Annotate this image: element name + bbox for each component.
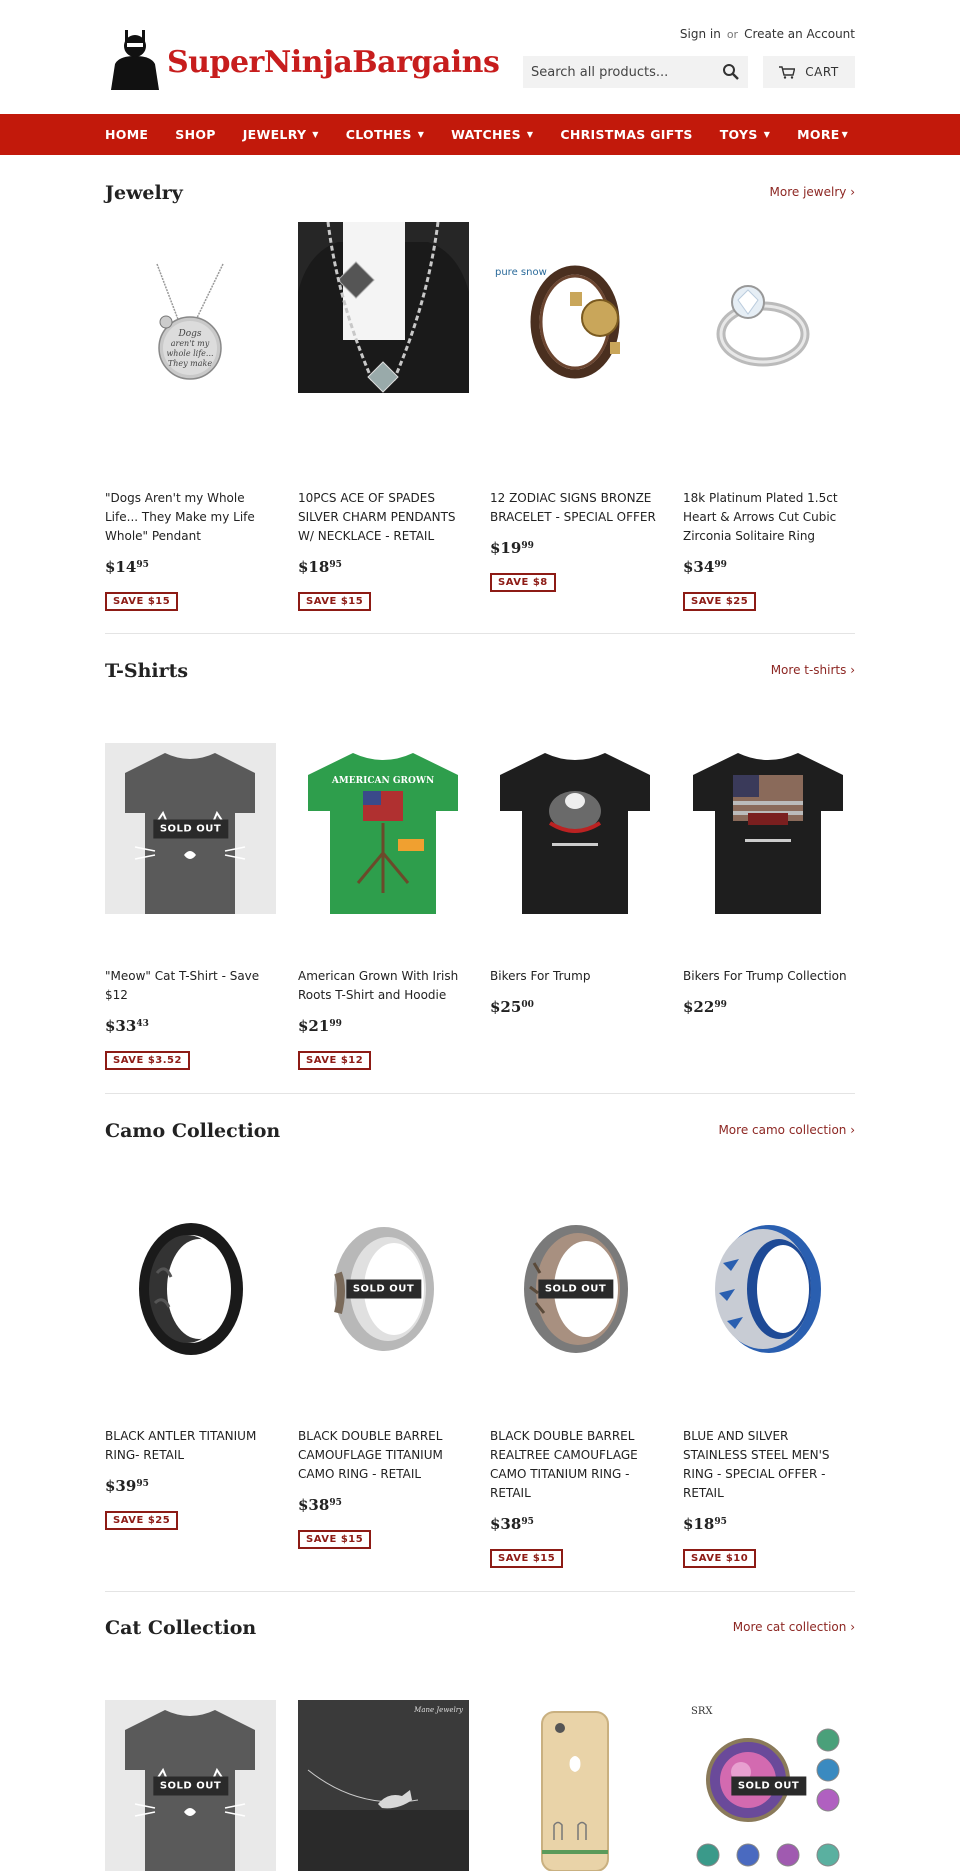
product-card[interactable] <box>105 222 276 612</box>
save-badge: SAVE $25 <box>105 1511 178 1530</box>
product-price: $\$21^{99}$ <box>298 1017 342 1035</box>
pendant-image <box>105 222 276 393</box>
section-title: Camo Collection <box>105 1120 281 1142</box>
search-input[interactable] <box>531 65 711 80</box>
necklace-image <box>298 222 469 393</box>
nav-label: CLOTHES <box>345 127 412 142</box>
section-t-shirts <box>105 660 855 690</box>
product-name[interactable]: 12 ZODIAC SIGNS BRONZE BRACELET - SPECIAL OFFER <box>490 491 656 524</box>
section-camo-collection <box>105 1120 855 1150</box>
product-card[interactable] <box>490 1700 661 1871</box>
logo[interactable] <box>105 30 499 90</box>
product-price: $\$14^{95}$ <box>105 558 149 576</box>
cart-button[interactable] <box>763 56 855 88</box>
product-card[interactable] <box>683 222 854 612</box>
product-image[interactable] <box>490 1700 661 1871</box>
save-badge: SAVE $12 <box>298 1051 371 1070</box>
product-name[interactable]: BLACK ANTLER TITANIUM RING- RETAIL <box>105 1429 257 1462</box>
svg-text:aren't my: aren't my <box>170 339 210 348</box>
black-tshirt-eagle-image <box>490 743 661 914</box>
product-name[interactable]: Bikers For Trump Collection <box>683 969 847 983</box>
product-image[interactable] <box>105 743 276 914</box>
chevron-down-icon: ▼ <box>763 130 771 139</box>
product-price: $\$33^{43}$ <box>105 1017 149 1035</box>
bracelet-image <box>490 222 661 393</box>
product-price: $\$18^{95}$ <box>683 1515 727 1533</box>
nav-label: CHRISTMAS GIFTS <box>560 127 693 142</box>
section-jewelry <box>105 182 855 212</box>
product-price: $\$25^{00}$ <box>490 998 534 1016</box>
product-price: $\$38^{95}$ <box>490 1515 534 1533</box>
product-price: $\$19^{99}$ <box>490 539 534 557</box>
section-divider <box>105 1093 855 1094</box>
nav-label: JEWELRY <box>242 127 307 142</box>
product-card[interactable] <box>490 743 661 1073</box>
ring-image <box>683 222 854 393</box>
section-title: T-Shirts <box>105 660 189 682</box>
product-image[interactable] <box>490 1203 661 1374</box>
nav-toys[interactable] <box>720 127 770 142</box>
cart-label: CART <box>805 65 839 79</box>
svg-text:They make: They make <box>167 359 213 368</box>
product-card[interactable] <box>105 1203 276 1583</box>
product-name[interactable]: BLACK DOUBLE BARREL CAMOUFLAGE TITANIUM CAMO RING - RETAIL <box>298 1429 443 1481</box>
product-name[interactable]: 18k Platinum Plated 1.5ct Heart & Arrows Cut Cubic Zirconia Solitaire Ring <box>683 491 838 543</box>
product-card[interactable] <box>683 743 854 1073</box>
phone-case-image <box>490 1700 661 1871</box>
product-name[interactable]: Bikers For Trump <box>490 969 591 983</box>
product-card[interactable] <box>298 1203 469 1583</box>
search-icon[interactable] <box>722 63 740 81</box>
product-image[interactable] <box>683 222 854 393</box>
product-name[interactable]: BLUE AND SILVER STAINLESS STEEL MEN'S RING - SPECIAL OFFER - RETAIL <box>683 1429 830 1500</box>
account-links <box>680 27 855 41</box>
more-cat-collection-link[interactable]: More cat collection › <box>732 1620 855 1634</box>
product-price: $\$22^{99}$ <box>683 998 727 1016</box>
sold-out-badge: SOLD OUT <box>346 1279 421 1298</box>
nav-clothes[interactable] <box>346 127 424 142</box>
save-badge: SAVE $10 <box>683 1549 756 1568</box>
nav-watches[interactable] <box>451 127 533 142</box>
save-badge: SAVE $8 <box>490 573 556 592</box>
product-image[interactable] <box>683 1203 854 1374</box>
product-name[interactable]: "Meow" Cat T-Shirt - Save $12 <box>105 969 260 1002</box>
svg-text:whole life...: whole life... <box>166 349 214 358</box>
or-text: or <box>726 28 739 41</box>
sold-out-badge: SOLD OUT <box>731 1776 806 1795</box>
save-badge: SAVE $15 <box>298 1530 371 1549</box>
main-nav <box>0 114 960 155</box>
sold-out-badge: SOLD OUT <box>538 1279 613 1298</box>
product-card[interactable] <box>298 743 469 1073</box>
product-card[interactable] <box>683 1700 854 1871</box>
product-image[interactable] <box>683 1700 854 1871</box>
product-image[interactable] <box>298 743 469 914</box>
black-tshirt-flag-image <box>683 743 854 914</box>
save-badge: SAVE $15 <box>490 1549 563 1568</box>
nav-label: MORE <box>797 127 840 142</box>
nav-label: TOYS <box>719 127 758 142</box>
nav-shop[interactable] <box>175 127 215 142</box>
nav-jewelry[interactable] <box>243 127 319 142</box>
product-name[interactable]: American Grown With Irish Roots T-Shirt and Hoodie <box>298 969 459 1002</box>
product-price: $\$34^{99}$ <box>683 558 727 576</box>
brand-tag: SRX <box>691 1706 713 1717</box>
create-account-link[interactable]: Create an Account <box>744 27 855 41</box>
product-name[interactable]: BLACK DOUBLE BARREL REALTREE CAMOUFLAGE CAMO TITANIUM RING - RETAIL <box>490 1429 638 1500</box>
chevron-down-icon: ▼ <box>526 130 534 139</box>
product-price: $\$39^{95}$ <box>105 1477 149 1495</box>
section-cat-collection <box>105 1617 855 1647</box>
product-card[interactable] <box>490 1203 661 1583</box>
product-name[interactable]: "Dogs Aren't my Whole Life... They Make my Life Whole" Pendant <box>105 491 255 543</box>
black-ring-image <box>105 1203 276 1374</box>
product-image[interactable] <box>298 1203 469 1374</box>
blue-silver-ring-image <box>683 1203 854 1374</box>
green-tshirt-image <box>298 743 469 914</box>
product-card[interactable] <box>298 1700 469 1871</box>
product-image[interactable] <box>105 1203 276 1374</box>
chevron-down-icon: ▼ <box>312 130 319 139</box>
section-title: Jewelry <box>105 182 183 204</box>
brand-tag: Mane Jewelry <box>414 1706 463 1714</box>
product-image[interactable] <box>490 222 661 393</box>
sold-out-badge: SOLD OUT <box>153 1776 228 1795</box>
shirt-print-text: AMERICAN GROWN <box>331 776 435 786</box>
save-badge: SAVE $3.52 <box>105 1051 190 1070</box>
save-badge: SAVE $15 <box>298 592 371 611</box>
chevron-down-icon: ▼ <box>417 130 425 139</box>
ninja-logo-icon <box>105 30 165 90</box>
header <box>0 0 960 114</box>
nav-label: WATCHES <box>451 127 521 142</box>
nav-label: SHOP <box>175 127 216 142</box>
section-divider <box>105 633 855 634</box>
product-image[interactable] <box>105 1700 276 1871</box>
logo-text: SuperNinjaBargains <box>167 44 500 80</box>
nav-home[interactable] <box>105 127 148 142</box>
search-box <box>523 56 748 88</box>
nav-label: HOME <box>105 127 149 142</box>
product-image[interactable] <box>298 222 469 393</box>
section-divider <box>105 1591 855 1592</box>
cat-necklace-image <box>298 1700 469 1871</box>
sign-in-link[interactable]: Sign in <box>679 27 721 41</box>
chevron-down-icon: ▼ <box>841 130 849 139</box>
product-name[interactable]: 10PCS ACE OF SPADES SILVER CHARM PENDANTS W/ NECKLACE - RETAIL <box>298 491 456 543</box>
brand-tag: pure snow <box>495 267 547 278</box>
product-image[interactable] <box>105 222 276 393</box>
section-title: Cat Collection <box>105 1617 257 1639</box>
sold-out-badge: SOLD OUT <box>153 819 228 838</box>
product-price: $\$18^{95}$ <box>298 558 342 576</box>
product-card[interactable] <box>105 743 276 1073</box>
save-badge: SAVE $15 <box>105 592 178 611</box>
more-jewelry-link[interactable]: More jewelry › <box>769 185 855 199</box>
product-card[interactable] <box>683 1203 854 1583</box>
product-card[interactable] <box>490 222 661 612</box>
more-t-shirts-link[interactable]: More t-shirts › <box>770 663 855 677</box>
product-image[interactable] <box>490 743 661 914</box>
product-image[interactable] <box>298 1700 469 1871</box>
more-camo-collection-link[interactable]: More camo collection › <box>718 1123 855 1137</box>
nav-more[interactable] <box>797 127 848 142</box>
product-price: $\$38^{95}$ <box>298 1496 342 1514</box>
product-card[interactable] <box>298 222 469 612</box>
nav-christmas-gifts[interactable] <box>560 127 692 142</box>
product-card[interactable] <box>105 1700 276 1871</box>
svg-text:Dogs: Dogs <box>178 329 202 339</box>
cart-icon <box>779 66 795 79</box>
save-badge: SAVE $25 <box>683 592 756 611</box>
product-image[interactable] <box>683 743 854 914</box>
